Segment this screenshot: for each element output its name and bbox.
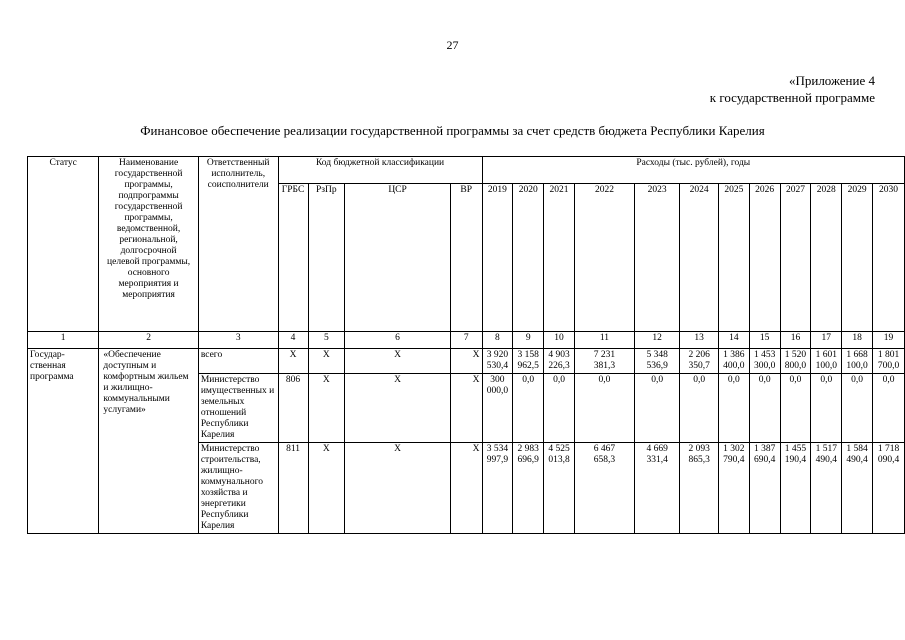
page-number: 27 [446, 38, 459, 52]
column-number: 2 [99, 332, 198, 349]
column-number: 7 [450, 332, 482, 349]
amount-cell: 1 302 790,4 [718, 443, 749, 534]
header-year: 2019 [482, 184, 513, 332]
amount-cell: 3 920 530,4 [482, 349, 513, 374]
amount-cell: 6 467 658,3 [574, 443, 634, 534]
amount-cell: 0,0 [544, 374, 575, 443]
amount-cell: 2 093 865,3 [680, 443, 719, 534]
column-number: 14 [718, 332, 749, 349]
header-year: 2027 [780, 184, 811, 332]
appendix-caption [710, 72, 875, 106]
rzpr-cell: Х [308, 374, 345, 443]
header-responsible: Ответственный исполнитель, соисполнители [198, 157, 278, 332]
amount-cell: 4 669 331,4 [634, 443, 679, 534]
header-budget-code: Код бюджетной классификации [278, 157, 482, 184]
program-name: «Обеспечение доступным и комфортным жильем и жилищно-коммунальными услугами» [99, 349, 198, 534]
header-year: 2030 [873, 184, 905, 332]
amount-cell: 3 534 997,9 [482, 443, 513, 534]
column-number: 10 [544, 332, 575, 349]
amount-cell: 1 668 100,0 [842, 349, 873, 374]
header-code-grbs: ГРБС [278, 184, 308, 332]
header-row-1 [28, 157, 905, 184]
amount-cell: 1 387 690,4 [749, 443, 780, 534]
amount-cell: 1 601 100,0 [811, 349, 842, 374]
column-number: 13 [680, 332, 719, 349]
executor-cell: Министерство строительства, жилищно-коммунального хозяйства и энергетики Республики Карелия [198, 443, 278, 534]
header-year: 2020 [513, 184, 544, 332]
amount-cell: 0,0 [513, 374, 544, 443]
amount-cell: 0,0 [574, 374, 634, 443]
header-code-rzpr: РзПр [308, 184, 345, 332]
amount-cell: 0,0 [811, 374, 842, 443]
amount-cell: 4 903 226,3 [544, 349, 575, 374]
header-year: 2022 [574, 184, 634, 332]
header-code-vr: ВР [450, 184, 482, 332]
column-number-row [28, 332, 905, 349]
header-year: 2021 [544, 184, 575, 332]
column-number: 3 [198, 332, 278, 349]
amount-cell: 4 525 013,8 [544, 443, 575, 534]
amount-cell: 1 386 400,0 [718, 349, 749, 374]
rzpr-cell: Х [308, 349, 345, 374]
csr-cell: Х [345, 443, 451, 534]
header-year: 2026 [749, 184, 780, 332]
amount-cell: 0,0 [718, 374, 749, 443]
header-year: 2029 [842, 184, 873, 332]
column-number: 17 [811, 332, 842, 349]
column-number: 4 [278, 332, 308, 349]
amount-cell: 1 718 090,4 [873, 443, 905, 534]
grbs-cell: 806 [278, 374, 308, 443]
column-number: 16 [780, 332, 811, 349]
rzpr-cell: Х [308, 443, 345, 534]
vr-cell: Х [450, 349, 482, 374]
vr-cell: Х [450, 374, 482, 443]
column-number: 8 [482, 332, 513, 349]
financing-table [27, 156, 905, 534]
appendix-line-2: к государственной программе [709, 90, 875, 105]
header-year: 2025 [718, 184, 749, 332]
header-expenses: Расходы (тыс. рублей), годы [482, 157, 905, 184]
amount-cell: 3 158 962,5 [513, 349, 544, 374]
amount-cell: 1 453 300,0 [749, 349, 780, 374]
header-code-csr: ЦСР [345, 184, 451, 332]
amount-cell: 0,0 [873, 374, 905, 443]
column-number: 6 [345, 332, 451, 349]
amount-cell: 1 584 490,4 [842, 443, 873, 534]
amount-cell: 300 000,0 [482, 374, 513, 443]
column-number: 1 [28, 332, 99, 349]
appendix-line-1: «Приложение 4 [788, 73, 875, 88]
amount-cell: 0,0 [780, 374, 811, 443]
column-number: 5 [308, 332, 345, 349]
amount-cell: 1 455 190,4 [780, 443, 811, 534]
grbs-cell: 811 [278, 443, 308, 534]
header-status: Статус [28, 157, 99, 332]
amount-cell: 1 801 700,0 [873, 349, 905, 374]
csr-cell: Х [345, 349, 451, 374]
amount-cell: 2 206 350,7 [680, 349, 719, 374]
column-number: 18 [842, 332, 873, 349]
amount-cell: 0,0 [749, 374, 780, 443]
grbs-cell: Х [278, 349, 308, 374]
program-status: Государ- ственная программа [28, 349, 99, 534]
executor-cell: Министерство имущественных и земельных отношений Республики Карелия [198, 374, 278, 443]
column-number: 9 [513, 332, 544, 349]
vr-cell: Х [450, 443, 482, 534]
column-number: 19 [873, 332, 905, 349]
amount-cell: 5 348 536,9 [634, 349, 679, 374]
document-title: Финансовое обеспечение реализации государственной программы за счет средств бюджета Республики Карелия [140, 123, 765, 138]
header-name: Наименование государственной программы, подпрограммы государственной программы, ведомственной, региональной, долгосрочной целевой программы, основного мероприятия и мероприятия [99, 157, 198, 332]
csr-cell: Х [345, 374, 451, 443]
amount-cell: 1 520 800,0 [780, 349, 811, 374]
amount-cell: 7 231 381,3 [574, 349, 634, 374]
executor-cell: всего [198, 349, 278, 374]
header-year: 2028 [811, 184, 842, 332]
header-year: 2023 [634, 184, 679, 332]
amount-cell: 1 517 490,4 [811, 443, 842, 534]
amount-cell: 0,0 [634, 374, 679, 443]
amount-cell: 0,0 [680, 374, 719, 443]
column-number: 11 [574, 332, 634, 349]
column-number: 15 [749, 332, 780, 349]
amount-cell: 2 983 696,9 [513, 443, 544, 534]
column-number: 12 [634, 332, 679, 349]
table-row-total [28, 349, 905, 374]
header-year: 2024 [680, 184, 719, 332]
amount-cell: 0,0 [842, 374, 873, 443]
